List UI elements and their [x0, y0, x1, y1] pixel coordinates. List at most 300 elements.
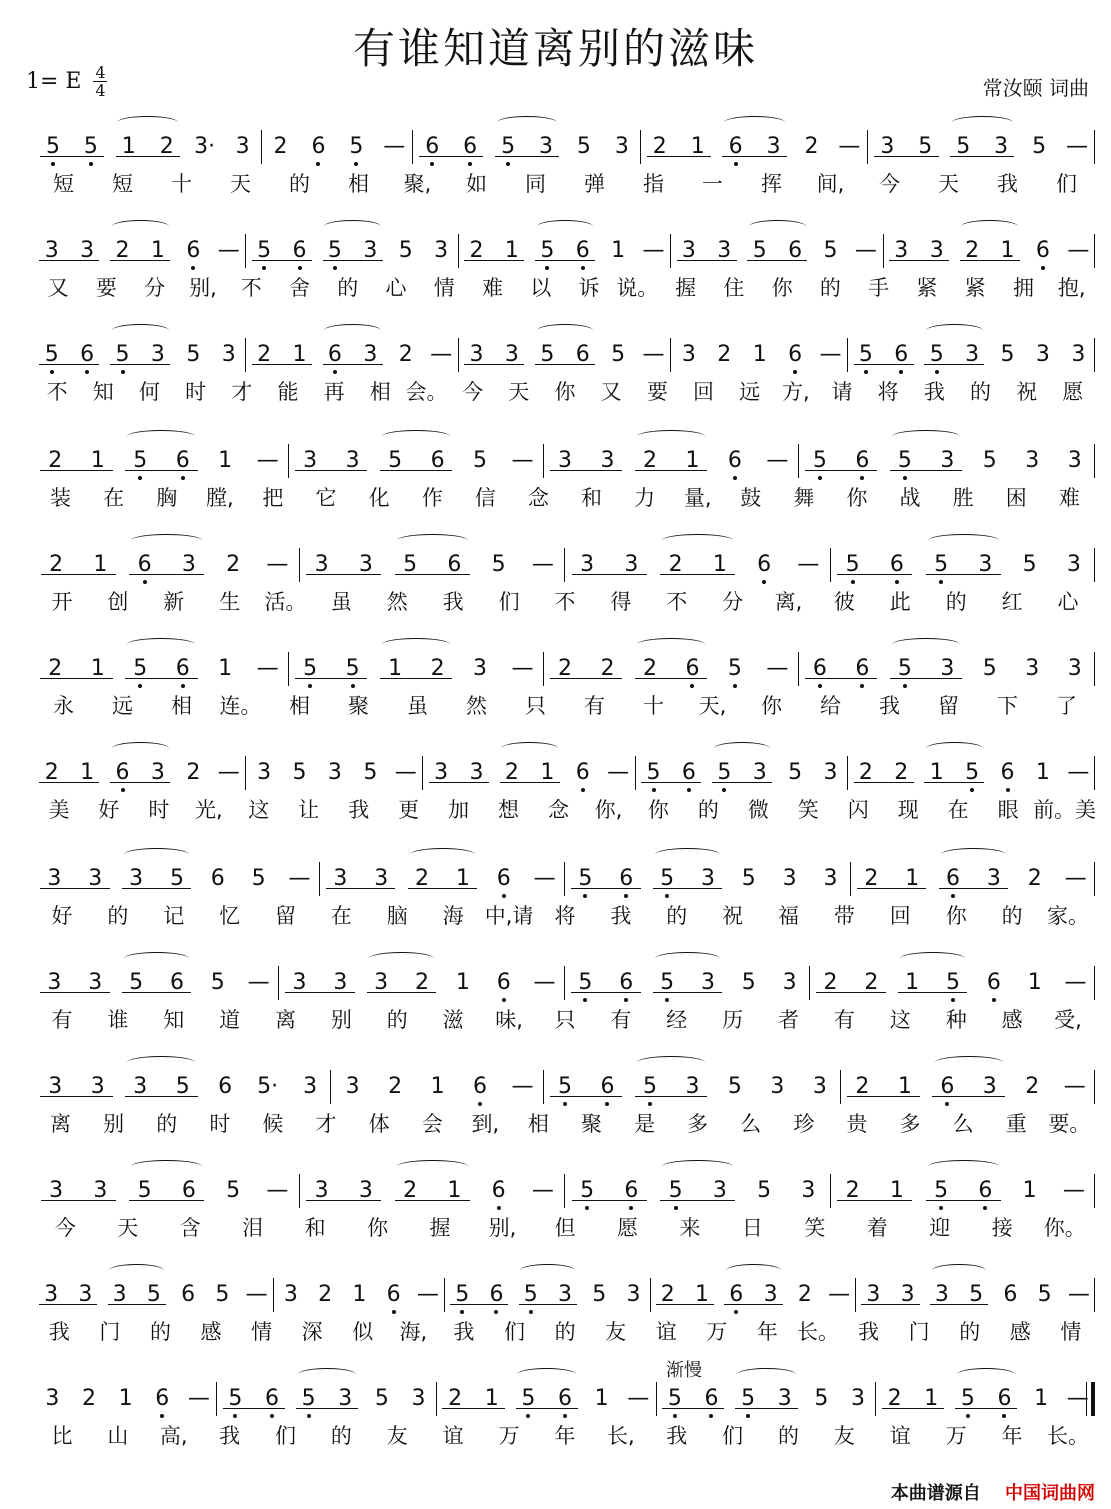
low-octave-dot: [665, 894, 669, 898]
note-digit: 3: [1067, 655, 1082, 681]
note-digit: 2: [965, 237, 980, 263]
note: [944, 112, 982, 168]
sustain-dash: [1055, 948, 1096, 1004]
lyric-syllable: 味,: [495, 1008, 523, 1032]
note-digit: 1: [1000, 237, 1015, 263]
note-digit: 6: [463, 133, 478, 159]
note: [157, 844, 198, 900]
sustain-dash: [524, 948, 565, 1004]
lyric-syllable: 要: [646, 380, 668, 404]
lyric-syllable: 重: [1005, 1112, 1027, 1136]
lyric-line: [34, 1420, 1096, 1450]
lyric-syllable: 不: [666, 590, 688, 614]
note-digit: 1: [90, 655, 105, 681]
note-digit: 3: [557, 447, 572, 473]
note-digit: 5: [727, 1073, 742, 1099]
barline: [1094, 1278, 1095, 1312]
note: [742, 1156, 786, 1212]
note-digit: 3: [358, 551, 373, 577]
note-digit: 1: [924, 1385, 939, 1411]
measure: [289, 426, 544, 482]
lyric-line: [34, 900, 1096, 930]
score-system: [34, 948, 1096, 1034]
note: [211, 1156, 255, 1212]
note-digit: —: [1064, 865, 1087, 891]
low-octave-dot: [138, 684, 142, 688]
lyric-syllable: 我: [879, 694, 900, 718]
note-digit: 6: [728, 133, 743, 159]
lyric-syllable: 下: [997, 694, 1018, 718]
note: [919, 1156, 963, 1212]
barline: [1094, 548, 1095, 582]
note-digit: 3: [338, 1385, 353, 1411]
note-digit: 5: [580, 1177, 595, 1203]
note: [353, 738, 388, 794]
sustain-dash: [756, 634, 798, 690]
low-octave-dot: [316, 162, 320, 166]
lyric-syllable: 贵: [846, 1112, 868, 1136]
measure: [34, 948, 279, 1004]
lyric-syllable: 但: [554, 1216, 576, 1240]
measure: [544, 634, 799, 690]
note: [730, 1364, 767, 1420]
note-digit: 5: [523, 1281, 538, 1307]
lyric-syllable: 友: [386, 1424, 408, 1448]
measure: [34, 320, 246, 376]
note: [300, 1156, 344, 1212]
lyric-syllable: 虽: [407, 694, 428, 718]
note-digit: 2: [226, 551, 241, 577]
note: [565, 1156, 609, 1212]
note-digit: 6: [788, 237, 803, 263]
note-digit: 2: [864, 969, 879, 995]
measure: [437, 1364, 657, 1420]
note: [641, 112, 679, 168]
source-site: 中国词曲网: [1005, 1483, 1095, 1504]
note-digit: 5: [897, 447, 912, 473]
note: [803, 1364, 840, 1420]
measure: [34, 738, 246, 794]
note: [841, 426, 883, 482]
lyric-syllable: 别,: [488, 1216, 517, 1240]
note-digit: 5: [934, 551, 949, 577]
lyric-syllable: 要。: [1048, 1112, 1091, 1136]
note-digit: 3: [150, 341, 165, 367]
lyric-syllable: 得: [610, 590, 632, 614]
note-digit: 5: [788, 759, 803, 785]
note-digit: 1: [905, 865, 920, 891]
note-digit: 6: [218, 1073, 233, 1099]
note-digit: 3: [112, 1281, 127, 1307]
measure: [34, 844, 320, 900]
note: [548, 1260, 582, 1316]
lyric-syllable: 诉: [578, 276, 600, 300]
note-digit: 3: [894, 237, 909, 263]
note-digit: 5: [292, 759, 307, 785]
sustain-dash: [255, 530, 299, 586]
note: [919, 738, 954, 794]
note-digit: —: [828, 1281, 851, 1307]
note-digit: 5: [969, 1281, 984, 1307]
barline: [1094, 756, 1095, 790]
note: [103, 1260, 137, 1316]
note-digit: 3: [986, 865, 1001, 891]
note: [813, 738, 848, 794]
measure: [413, 112, 641, 168]
lyric-syllable: 远: [112, 694, 133, 718]
lyric-syllable: 十: [171, 172, 192, 196]
note-digit: 6: [181, 1281, 196, 1307]
note-digit: 2: [642, 447, 657, 473]
lyric-syllable: 远: [739, 380, 761, 404]
lyric-syllable: 门: [908, 1320, 930, 1344]
lyric-syllable: 有: [610, 1008, 632, 1032]
measure: [300, 1156, 566, 1212]
lyric-syllable: 谊: [889, 1424, 911, 1448]
note: [777, 216, 812, 272]
note: [926, 634, 968, 690]
note: [586, 1052, 628, 1108]
note-digit: 3: [681, 341, 696, 367]
note: [1025, 320, 1060, 376]
note: [986, 1364, 1023, 1420]
lyric-syllable: 量,: [683, 486, 712, 510]
note-digit: —: [383, 133, 406, 159]
note-digit: —: [1062, 1177, 1085, 1203]
note-digit: 3: [292, 969, 307, 995]
note-digit: 3: [982, 1073, 997, 1099]
low-octave-dot: [430, 162, 434, 166]
low-octave-dot: [298, 266, 302, 270]
lyric-syllable: 然: [466, 694, 487, 718]
low-octave-dot: [181, 476, 185, 480]
low-octave-dot: [460, 1310, 464, 1314]
note: [565, 844, 606, 900]
note: [933, 844, 974, 900]
lyric-syllable: 留: [275, 904, 296, 928]
lyric-syllable: 似: [352, 1320, 374, 1344]
lyric-syllable: 短: [53, 172, 74, 196]
sustain-dash: [501, 634, 543, 690]
sustain-dash: [279, 844, 320, 900]
lyric-syllable: 情: [433, 276, 455, 300]
note-digit: 2: [273, 133, 288, 159]
note: [851, 844, 892, 900]
note-digit: —: [819, 341, 842, 367]
note-line: [34, 320, 1096, 376]
lyric-syllable: 才: [231, 380, 253, 404]
note-digit: 6: [155, 1385, 170, 1411]
note-digit: 5: [814, 1385, 829, 1411]
lyric-syllable: 在: [947, 798, 969, 822]
note: [204, 426, 246, 482]
note-digit: 6: [681, 759, 696, 785]
note: [654, 1156, 698, 1212]
low-octave-dot: [722, 788, 726, 792]
note: [766, 1364, 803, 1420]
low-octave-dot: [709, 1414, 713, 1418]
note: [197, 844, 238, 900]
lyric-syllable: 它: [315, 486, 337, 510]
note-digit: 5: [845, 551, 860, 577]
key-signature: [26, 64, 107, 99]
note: [876, 1364, 913, 1420]
note-digit: 5: [576, 133, 591, 159]
low-octave-dot: [939, 1206, 943, 1210]
note: [810, 948, 851, 1004]
note-digit: 5: [521, 1385, 536, 1411]
note: [514, 1260, 548, 1316]
note-digit: 1: [540, 759, 555, 785]
measure: [851, 844, 1096, 900]
note-digit: 5: [327, 237, 342, 263]
low-octave-dot: [581, 266, 585, 270]
lyric-syllable: 有: [584, 694, 605, 718]
note: [565, 112, 603, 168]
note-digit: 3: [1025, 655, 1040, 681]
note-digit: 5: [660, 865, 675, 891]
note-line: [34, 426, 1096, 482]
note-digit: 3: [221, 341, 236, 367]
note-digit: 2: [49, 551, 64, 577]
note-digit: 5: [929, 341, 944, 367]
note-digit: 3: [940, 655, 955, 681]
note: [926, 426, 968, 482]
lyric-syllable: 笑: [804, 1216, 826, 1240]
note-digit: 2: [668, 551, 683, 577]
barline: [1094, 444, 1095, 478]
note-digit: 3·: [194, 133, 216, 159]
low-octave-dot: [85, 370, 89, 374]
measure: [831, 530, 1097, 586]
note: [477, 1156, 521, 1212]
note: [990, 320, 1025, 376]
note: [982, 112, 1020, 168]
note-digit: 3: [763, 1281, 778, 1307]
note-digit: 3: [49, 1177, 64, 1203]
lyric-syllable: 们: [503, 1320, 525, 1344]
note: [530, 216, 565, 272]
score-system: [34, 1260, 1096, 1346]
sustain-dash: [786, 530, 830, 586]
low-octave-dot: [951, 894, 955, 898]
note: [1054, 634, 1096, 690]
note: [161, 634, 203, 690]
note: [34, 1156, 78, 1212]
note-digit: 6: [600, 1073, 615, 1099]
note-digit: 5: [398, 237, 413, 263]
score-system: [34, 844, 1096, 930]
note: [353, 216, 388, 272]
note: [377, 1260, 411, 1316]
note: [171, 1260, 205, 1316]
lyric-syllable: 时: [209, 1112, 231, 1136]
note-digit: —: [266, 1177, 289, 1203]
note-digit: —: [642, 237, 665, 263]
note-digit: 1: [90, 447, 105, 473]
sustain-dash: [813, 320, 848, 376]
lyric-line: [34, 1004, 1096, 1034]
lyric-syllable: 会: [421, 1112, 443, 1136]
low-octave-dot: [624, 998, 628, 1002]
note: [374, 1052, 416, 1108]
low-octave-dot: [51, 162, 55, 166]
lyric-syllable: 战: [899, 486, 921, 510]
note-digit: 2: [652, 133, 667, 159]
note-digit: 3: [129, 865, 144, 891]
sustain-dash: [756, 426, 798, 482]
note: [679, 112, 717, 168]
note: [954, 216, 989, 272]
note-digit: 5: [752, 237, 767, 263]
note: [547, 1364, 584, 1420]
lyric-syllable: 日: [741, 1216, 763, 1240]
low-octave-dot: [860, 684, 864, 688]
sustain-dash: [1054, 1052, 1096, 1108]
low-octave-dot: [818, 684, 822, 688]
note-digit: 5: [226, 1177, 241, 1203]
note-digit: 3: [78, 1281, 93, 1307]
note: [810, 844, 851, 900]
note-digit: 5: [646, 759, 661, 785]
note-digit: 5: [374, 1385, 389, 1411]
low-octave-dot: [734, 1310, 738, 1314]
lyric-syllable: 方,: [781, 380, 810, 404]
lyric-syllable: 门: [99, 1320, 121, 1344]
note: [364, 1364, 401, 1420]
time-signature-bottom: 4: [95, 81, 106, 100]
note-digit: 3: [327, 759, 342, 785]
low-octave-dot: [143, 580, 147, 584]
note-digit: 3: [80, 237, 95, 263]
barline: [1094, 862, 1095, 896]
note-digit: 5: [982, 655, 997, 681]
lyric-syllable: 们: [498, 590, 520, 614]
sustain-dash: [411, 1260, 445, 1316]
note: [544, 634, 586, 690]
low-octave-dot: [526, 1414, 530, 1418]
note-digit: 6: [425, 133, 440, 159]
note: [205, 1260, 239, 1316]
measure: [423, 738, 635, 794]
lyric-line: [34, 1316, 1096, 1346]
note: [707, 216, 742, 272]
note-digit: 2: [600, 655, 615, 681]
note: [479, 1260, 513, 1316]
low-octave-dot: [50, 370, 54, 374]
note-digit: 3: [812, 1073, 827, 1099]
note: [282, 216, 317, 272]
measure: [34, 1156, 300, 1212]
lyric-syllable: 眼: [997, 798, 1019, 822]
note-digit: —: [607, 759, 630, 785]
note: [875, 530, 919, 586]
note-digit: 2: [415, 969, 430, 995]
note-digit: 2: [44, 759, 59, 785]
lyric-syllable: 今: [54, 1216, 76, 1240]
note-digit: 3: [333, 969, 348, 995]
note: [777, 738, 812, 794]
lyric-line: [34, 376, 1096, 406]
note-digit: 6: [727, 447, 742, 473]
sustain-dash: [423, 320, 458, 376]
sustain-dash: [620, 1364, 657, 1420]
note: [105, 738, 140, 794]
note: [1052, 530, 1096, 586]
note: [388, 530, 432, 586]
note-digit: 6: [181, 1177, 196, 1203]
note-digit: 6: [186, 237, 201, 263]
note-digit: 3: [782, 969, 797, 995]
note-digit: 6: [1035, 237, 1050, 263]
note: [799, 634, 841, 690]
note: [959, 1260, 993, 1316]
note: [123, 530, 167, 586]
source-footer: [891, 1479, 1095, 1505]
note: [72, 112, 110, 168]
note: [445, 1260, 479, 1316]
note: [416, 1052, 458, 1108]
note-digit: 3: [374, 865, 389, 891]
lyric-syllable: 好: [98, 798, 120, 822]
note-digit: 3: [345, 1073, 360, 1099]
note-digit: 1: [80, 759, 95, 785]
lyric-syllable: 心: [1057, 590, 1079, 614]
score-system: [34, 216, 1096, 302]
note: [742, 530, 786, 586]
note: [755, 112, 793, 168]
note-digit: 5: [137, 1177, 152, 1203]
note: [969, 634, 1011, 690]
lyric-syllable: 有: [51, 1008, 73, 1032]
note: [34, 1052, 76, 1108]
note: [714, 1052, 756, 1108]
note: [459, 1052, 501, 1108]
low-octave-dot: [89, 162, 93, 166]
note-digit: 5: [44, 341, 59, 367]
lyric-syllable: 只: [554, 1008, 576, 1032]
lyric-syllable: 现: [897, 798, 919, 822]
note-digit: 2: [845, 1177, 860, 1203]
note-digit: 6: [685, 655, 700, 681]
lyric-syllable: 你: [771, 276, 793, 300]
lyric-syllable: 祝: [722, 904, 744, 928]
lyric-syllable: 多: [687, 1112, 709, 1136]
lyric-syllable: 记: [163, 904, 185, 928]
lyric-syllable: 的: [945, 590, 967, 614]
note-digit: 3: [469, 341, 484, 367]
note-line: [34, 634, 1096, 690]
note: [1011, 634, 1053, 690]
lyric-syllable: 你: [945, 904, 967, 928]
note-digit: —: [217, 237, 240, 263]
note: [388, 1156, 432, 1212]
lyric-syllable: 海,: [399, 1320, 428, 1344]
measure: [876, 1364, 1096, 1420]
note-digit: 5: [115, 341, 130, 367]
note: [753, 1260, 787, 1316]
note: [919, 530, 963, 586]
note-digit: 6: [812, 655, 827, 681]
note-digit: 3: [700, 865, 715, 891]
note: [167, 530, 211, 586]
note-digit: 3: [303, 447, 318, 473]
low-octave-dot: [674, 1206, 678, 1210]
low-octave-dot: [903, 684, 907, 688]
note-digit: 5: [578, 865, 593, 891]
note-digit: 3: [929, 237, 944, 263]
note: [107, 1364, 144, 1420]
